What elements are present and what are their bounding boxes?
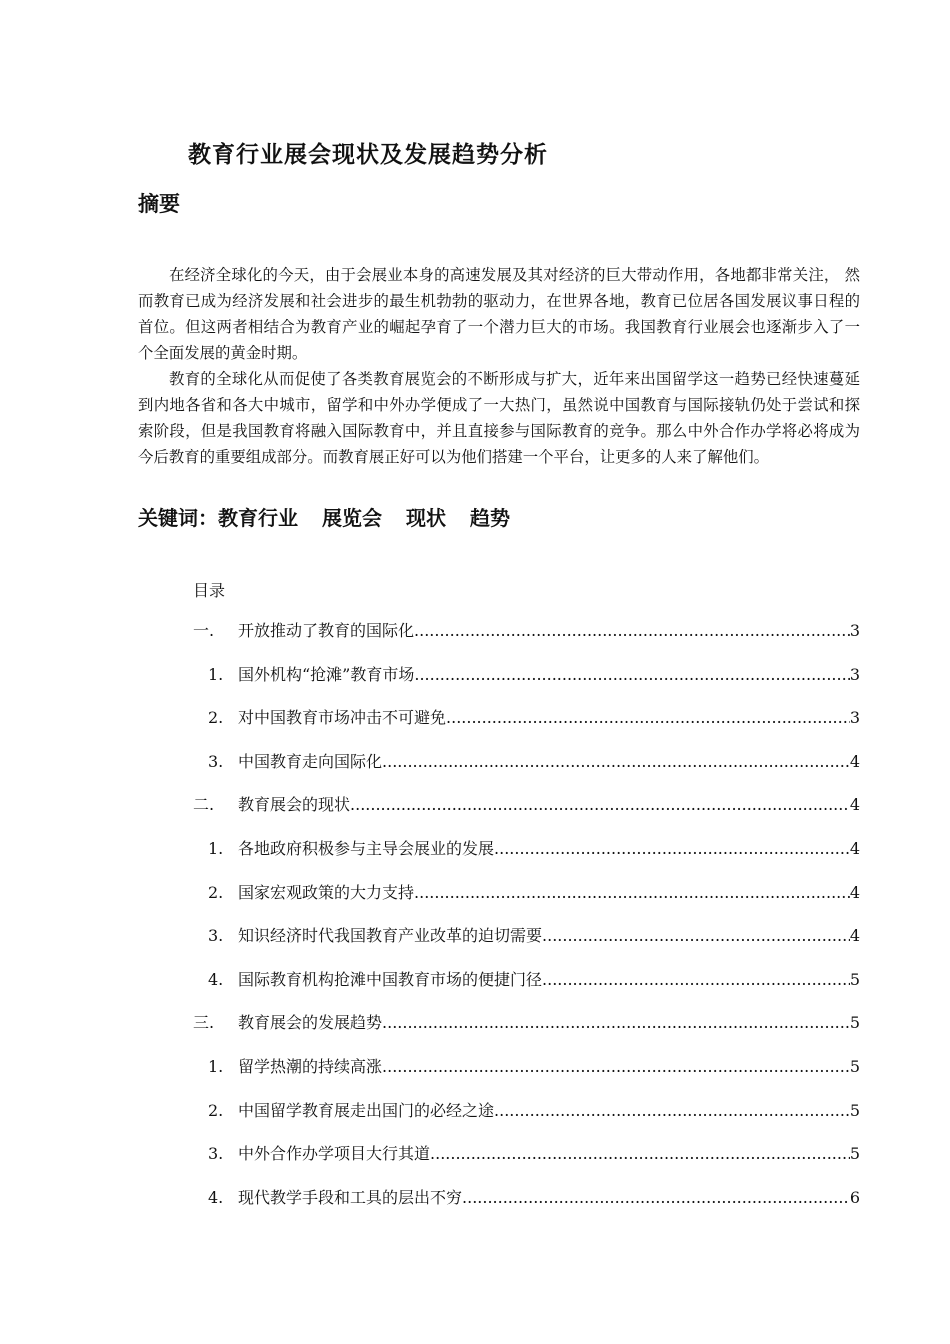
toc-entry[interactable]	[193, 746, 860, 790]
keyword: 趋势	[470, 506, 510, 530]
toc-entry-number: 3.	[208, 926, 224, 946]
keywords-label: 关键词：	[138, 506, 218, 530]
toc-entry-number: 3.	[208, 1144, 224, 1164]
toc-entry-page: 4	[849, 751, 860, 771]
toc-entry[interactable]	[193, 702, 860, 746]
table-of-contents	[193, 615, 860, 1225]
toc-entry[interactable]	[193, 789, 860, 833]
toc-entry[interactable]	[193, 615, 860, 659]
toc-entry-number: 一.	[193, 621, 215, 640]
toc-entry-number: 2.	[208, 708, 224, 728]
abstract-body	[138, 262, 860, 470]
toc-entry-page: 5	[849, 1056, 860, 1076]
toc-entry-page: 3	[849, 708, 860, 728]
toc-dot-leader	[414, 615, 850, 647]
toc-entry-number: 3.	[208, 751, 224, 771]
toc-entry[interactable]	[193, 1095, 860, 1139]
toc-dot-leader	[446, 702, 850, 734]
toc-entry[interactable]	[193, 920, 860, 964]
keywords-line	[138, 502, 534, 531]
toc-entry-page: 3	[849, 621, 860, 640]
toc-dot-leader	[430, 1138, 850, 1170]
toc-entry-page: 3	[849, 664, 860, 684]
toc-entry-title: 开放推动了教育的国际化	[238, 621, 415, 640]
toc-dot-leader	[382, 1051, 850, 1083]
toc-entry-title: 中外合作办学项目大行其道	[238, 1144, 431, 1164]
toc-entry-title: 国外机构“抢滩”教育市场	[238, 664, 415, 684]
toc-entry-title: 知识经济时代我国教育产业改革的迫切需要	[238, 926, 543, 946]
toc-entry-page: 6	[849, 1187, 860, 1207]
toc-entry-page: 4	[849, 882, 860, 902]
toc-entry-page: 4	[849, 926, 860, 946]
keyword: 教育行业	[218, 506, 298, 530]
toc-entry[interactable]	[193, 1138, 860, 1182]
toc-entry-page: 5	[849, 1144, 860, 1164]
toc-entry-title: 教育展会的现状	[238, 795, 351, 815]
keyword: 展览会	[322, 506, 382, 530]
toc-entry-number: 三.	[193, 1013, 215, 1033]
toc-entry-page: 5	[849, 1100, 860, 1120]
toc-dot-leader	[414, 659, 849, 691]
toc-entry[interactable]	[193, 659, 860, 703]
toc-dot-leader	[414, 877, 850, 909]
toc-entry-number: 2.	[208, 882, 224, 902]
toc-dot-leader	[382, 746, 850, 778]
toc-entry-title: 中国教育走向国际化	[238, 751, 383, 771]
toc-entry[interactable]	[193, 833, 860, 877]
toc-entry-title: 中国留学教育展走出国门的必经之途	[238, 1100, 495, 1120]
toc-dot-leader	[382, 1007, 850, 1039]
toc-entry-number: 1.	[208, 1056, 224, 1076]
abstract-heading: 摘要	[138, 192, 180, 216]
toc-dot-leader	[494, 1095, 850, 1127]
toc-entry-number: 1.	[208, 664, 224, 684]
toc-entry-page: 4	[849, 795, 860, 815]
toc-entry[interactable]	[193, 1051, 860, 1095]
toc-entry-number: 4.	[208, 1187, 224, 1207]
toc-entry[interactable]	[193, 877, 860, 921]
toc-entry-page: 5	[849, 1013, 860, 1033]
toc-entry-title: 国家宏观政策的大力支持	[238, 882, 415, 902]
toc-entry-title: 各地政府积极参与主导会展业的发展	[238, 838, 495, 858]
toc-entry-title: 国际教育机构抢滩中国教育市场的便捷门径	[238, 969, 543, 989]
toc-entry-number: 4.	[208, 969, 224, 989]
document-title: 教育行业展会现状及发展趋势分析	[188, 142, 548, 168]
toc-entry-page: 5	[849, 969, 860, 989]
abstract-paragraph: 教育的全球化从而促使了各类教育展览会的不断形成与扩大，近年来出国留学这一趋势已经快速蔓延到内地各省和各大中城市，留学和中外办学便成了一大热门，虽然说中国教育与国际接轨仍处于尝试和探索阶段，但是我国教育将融入国际教育中，并且直接参与国际教育的竞争。那么中外合作办学将必将成为今后教育的重要组成部分。而教育展正好可以为他们搭建一个平台，让更多的人来了解他们。	[138, 370, 860, 466]
toc-dot-leader	[350, 789, 850, 821]
keyword: 现状	[406, 506, 446, 530]
toc-entry-title: 留学热潮的持续高涨	[238, 1056, 383, 1076]
toc-entry-title: 现代教学手段和工具的层出不穷	[238, 1187, 463, 1207]
toc-entry-page: 4	[849, 838, 860, 858]
toc-entry[interactable]	[193, 964, 860, 1008]
toc-entry[interactable]	[193, 1182, 860, 1226]
toc-entry-number: 1.	[208, 838, 224, 858]
toc-entry-title: 对中国教育市场冲击不可避免	[238, 708, 447, 728]
toc-title: 目录	[193, 581, 226, 600]
toc-entry-number: 2.	[208, 1100, 224, 1120]
toc-dot-leader	[542, 964, 850, 996]
abstract-paragraph: 在经济全球化的今天，由于会展业本身的高速发展及其对经济的巨大带动作用，各地都非常关注， 然而教育已成为经济发展和社会进步的最生机勃勃的驱动力，在世界各地，教育已位居各国发展议事日程的首位。但这两者相结合为教育产业的崛起孕育了一个潜力巨大的市场。我国教育行业展会也逐渐步入了一个全面发展的黄金时期。	[138, 266, 860, 362]
toc-dot-leader	[462, 1182, 850, 1214]
toc-entry-number: 二.	[193, 795, 215, 815]
toc-entry[interactable]	[193, 1007, 860, 1051]
toc-dot-leader	[494, 833, 850, 865]
toc-entry-title: 教育展会的发展趋势	[238, 1013, 383, 1033]
toc-dot-leader	[542, 920, 850, 952]
